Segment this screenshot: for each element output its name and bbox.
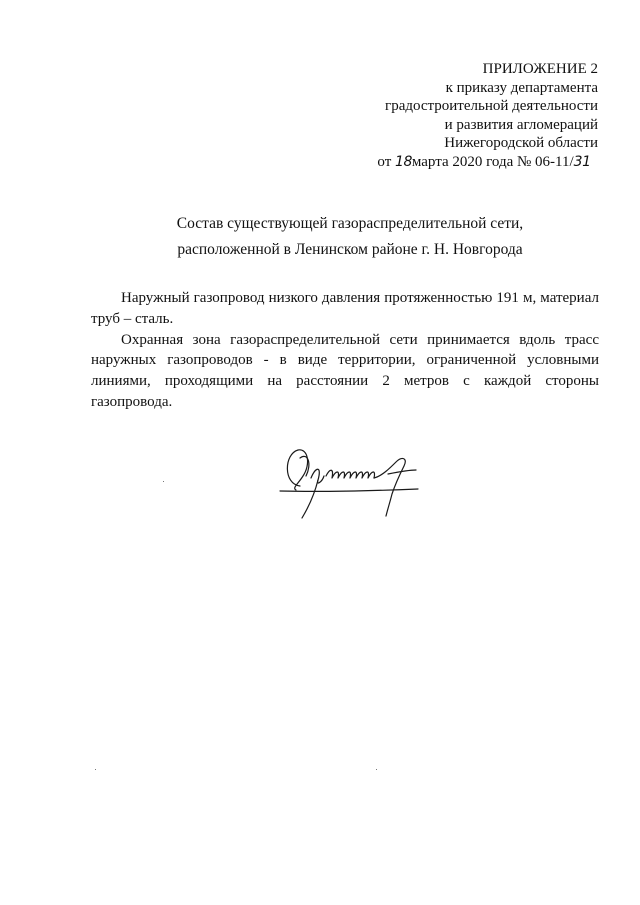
paragraph-pipeline: Наружный газопровод низкого давления протяженностью 191 м, материал труб – сталь. [91, 290, 599, 327]
order-date-line [238, 153, 598, 172]
appendix-ref-line-4: Нижегородской области [444, 135, 598, 152]
document-title-line-1: Состав существующей газораспределительной сети, [176, 215, 524, 232]
appendix-ref-line-3: и развития агломераций [444, 116, 598, 133]
paragraph-protection-zone: Охранная зона газораспределительной сети принимается вдоль трасс наружных газопроводов - в виде территории, ограниченной условными линиями, проходящими на расстоянии 2 метров с каждой стороны газопровода. [91, 331, 599, 410]
document-title-line-2: расположенной в Ленинском районе г. Н. Новгорода [177, 241, 523, 258]
document-body [91, 288, 599, 413]
order-date-prefix: от [377, 153, 396, 170]
scan-speck [163, 481, 164, 482]
appendix-number: ПРИЛОЖЕНИЕ 2 [482, 61, 598, 77]
order-date-rest: марта 2020 года № 06-11/ [411, 153, 574, 170]
appendix-header [238, 60, 598, 172]
appendix-ref-line-2: градостроительной деятельности [385, 98, 598, 115]
scan-speck [376, 769, 377, 770]
order-number-handwritten: 31 [573, 153, 591, 170]
order-date-day: 18 [395, 153, 412, 170]
scan-speck [95, 769, 96, 770]
signature-icon [278, 446, 438, 526]
appendix-ref-line-1: к приказу департамента [445, 79, 598, 96]
document-title [0, 211, 640, 263]
